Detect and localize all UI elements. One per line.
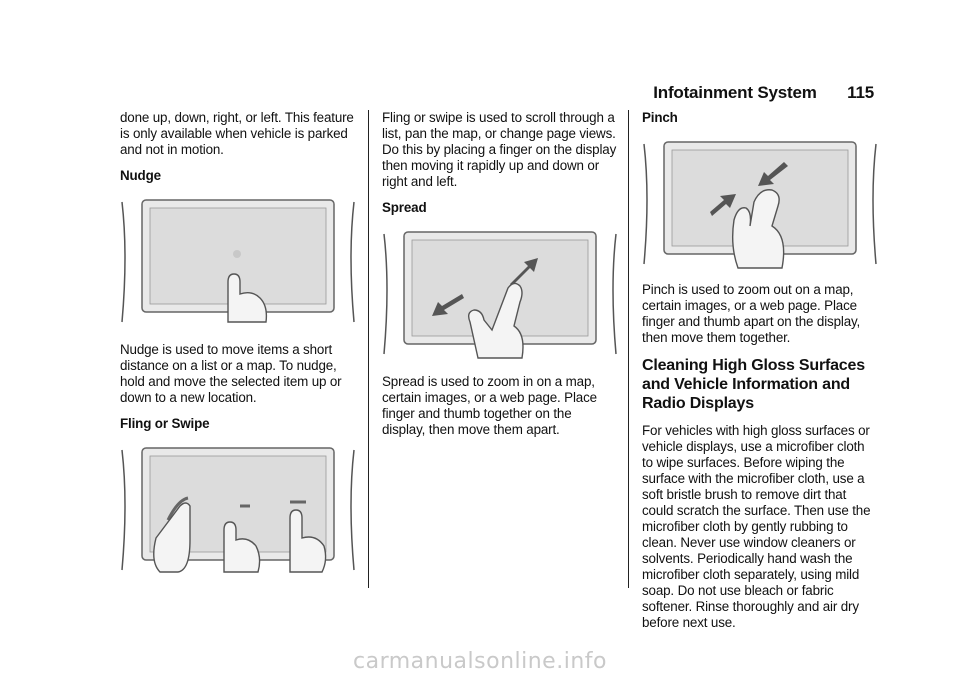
- pinch-illustration: [642, 136, 878, 270]
- pinch-label: Pinch: [642, 110, 678, 125]
- section-title: Infotainment System: [653, 83, 817, 102]
- column-divider: [368, 110, 369, 588]
- watermark: carmanualsonline.info: [353, 649, 607, 674]
- nudge-illustration: [120, 194, 356, 330]
- column-3: [642, 110, 878, 641]
- fling-text: Fling or swipe is used to scroll through a list, pan the map, or change page views. Do this by placing a finger on the display then moving it rapidly up and down or right and left.: [382, 110, 617, 189]
- column-1: [120, 110, 356, 590]
- fling-illustration: [120, 442, 356, 578]
- pinch-text: Pinch is used to zoom out on a map, certain images, or a web page. Place finger and thumb apart on the display, then move them together.: [642, 282, 861, 345]
- cleaning-heading: Cleaning High Gloss Surfaces and Vehicle Information and Radio Displays: [642, 357, 865, 412]
- spread-illustration: [382, 226, 618, 362]
- intro-paragraph: done up, down, right, or left. This feature is only available when vehicle is parked and not in motion.: [120, 110, 354, 157]
- nudge-text: Nudge is used to move items a short distance on a list or a map. To nudge, hold and move the selected item up or down to a new location.: [120, 342, 342, 405]
- fling-label: Fling or Swipe: [120, 416, 210, 431]
- cleaning-text: For vehicles with high gloss surfaces or vehicle displays, use a microfiber cloth to wipe surfaces. Before wiping the surface with the microfiber cloth, use a soft bristle brush to remove dirt that could scratch the surface. Then use the microfiber cloth by gently rubbing to clean. Never use window cleaners or solvents. Periodically hand wash the microfiber cloth separately, using mild soap. Do not use bleach or fabric softener. Rinse thoroughly and air dry before next use.: [642, 423, 871, 630]
- column-2: [382, 110, 618, 448]
- spread-label: Spread: [382, 200, 427, 215]
- column-divider: [628, 110, 629, 588]
- page-number: 115: [847, 83, 874, 102]
- nudge-label: Nudge: [120, 168, 161, 183]
- page-header: [653, 83, 874, 103]
- spread-text: Spread is used to zoom in on a map, certain images, or a web page. Place finger and thumb together on the display, then move them apart.: [382, 374, 597, 437]
